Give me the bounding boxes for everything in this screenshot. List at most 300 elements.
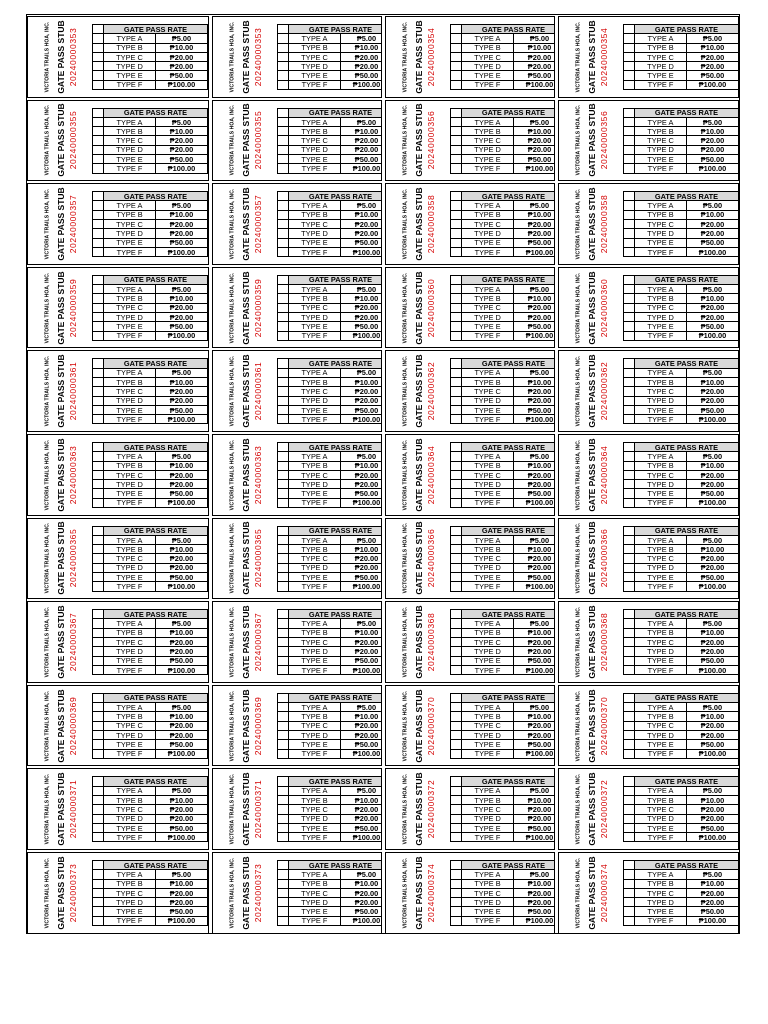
rate-type: TYPE D bbox=[462, 480, 514, 489]
rate-blank-cell bbox=[278, 907, 289, 916]
rate-blank-cell bbox=[624, 703, 635, 712]
rate-blank-cell bbox=[451, 247, 462, 256]
rate-amount: ₱5.00 bbox=[514, 452, 556, 461]
rate-blank-cell bbox=[93, 452, 104, 461]
rate-blank-cell bbox=[93, 117, 104, 126]
rate-type: TYPE D bbox=[462, 62, 514, 71]
rate-type: TYPE B bbox=[635, 795, 687, 804]
rate-amount: ₱50.00 bbox=[156, 907, 208, 916]
rate-amount: ₱50.00 bbox=[687, 405, 739, 414]
rate-type: TYPE D bbox=[462, 396, 514, 405]
rate-row bbox=[278, 749, 383, 758]
rate-blank-cell bbox=[93, 573, 104, 582]
rate-amount: ₱5.00 bbox=[156, 619, 208, 628]
stub-title: GATE PASS STUB bbox=[586, 688, 597, 763]
rate-blank-cell bbox=[624, 907, 635, 916]
stub-title: GATE PASS STUB bbox=[240, 354, 251, 428]
stub-column bbox=[559, 519, 621, 599]
hoa-name: VICTORIA TRAILS HOA, INC. bbox=[229, 21, 236, 93]
rate-row bbox=[93, 136, 208, 145]
rate-row bbox=[278, 322, 383, 331]
stub-title: GATE PASS STUB bbox=[586, 20, 597, 94]
rate-blank-cell bbox=[278, 582, 289, 591]
rate-amount: ₱10.00 bbox=[156, 43, 208, 52]
rate-type: TYPE B bbox=[104, 377, 156, 386]
rate-row bbox=[93, 703, 208, 712]
rate-type: TYPE B bbox=[289, 294, 341, 303]
rate-title: GATE PASS RATE bbox=[289, 777, 383, 786]
rate-row bbox=[93, 405, 208, 414]
stub-column bbox=[386, 769, 448, 849]
rate-title: GATE PASS RATE bbox=[635, 275, 739, 284]
stub-column bbox=[28, 268, 90, 348]
rate-type: TYPE F bbox=[462, 164, 514, 173]
rate-title: GATE PASS RATE bbox=[462, 108, 556, 117]
rate-title: GATE PASS RATE bbox=[104, 693, 208, 702]
rate-blank-cell bbox=[451, 489, 462, 498]
rate-blank-cell bbox=[451, 322, 462, 331]
hoa-name: VICTORIA TRAILS HOA, INC. bbox=[402, 21, 409, 93]
rate-row bbox=[93, 665, 208, 674]
rate-blank-cell bbox=[278, 210, 289, 219]
rate-row bbox=[451, 703, 556, 712]
rate-row bbox=[451, 814, 556, 823]
rate-row bbox=[624, 322, 739, 331]
rate-table bbox=[277, 609, 382, 675]
rate-type: TYPE C bbox=[462, 136, 514, 145]
rate-row bbox=[278, 415, 383, 424]
rate-type: TYPE F bbox=[104, 916, 156, 925]
rate-row bbox=[93, 554, 208, 563]
rate-row bbox=[451, 916, 556, 925]
rate-blank-cell bbox=[451, 786, 462, 795]
rate-table bbox=[623, 860, 739, 926]
rate-row bbox=[451, 647, 556, 656]
rate-row bbox=[451, 461, 556, 470]
gate-pass-ticket bbox=[558, 183, 739, 265]
rate-blank-cell bbox=[278, 823, 289, 832]
rate-amount: ₱50.00 bbox=[514, 238, 556, 247]
rate-amount: ₱10.00 bbox=[341, 127, 383, 136]
rate-row bbox=[278, 916, 383, 925]
stub-title: GATE PASS STUB bbox=[413, 856, 424, 930]
rate-amount: ₱20.00 bbox=[341, 805, 383, 814]
rate-table-header bbox=[278, 610, 383, 619]
rate-type: TYPE C bbox=[462, 638, 514, 647]
rate-amount: ₱20.00 bbox=[156, 145, 208, 154]
rate-type: TYPE B bbox=[289, 628, 341, 637]
rate-row bbox=[278, 71, 383, 80]
rate-table bbox=[623, 442, 739, 508]
rate-type: TYPE D bbox=[104, 480, 156, 489]
hoa-name: VICTORIA TRAILS HOA, INC. bbox=[575, 439, 582, 511]
rate-table-header bbox=[93, 25, 208, 34]
rate-row bbox=[93, 721, 208, 730]
rate-amount: ₱10.00 bbox=[156, 545, 208, 554]
rate-blank-cell bbox=[624, 368, 635, 377]
rate-title: GATE PASS RATE bbox=[104, 610, 208, 619]
rate-blank-cell bbox=[624, 452, 635, 461]
rate-type: TYPE C bbox=[104, 805, 156, 814]
rate-type: TYPE C bbox=[289, 136, 341, 145]
rate-blank-cell bbox=[624, 554, 635, 563]
rate-blank-cell bbox=[451, 554, 462, 563]
rate-blank-cell bbox=[624, 795, 635, 804]
rate-type: TYPE E bbox=[104, 405, 156, 414]
rate-amount: ₱5.00 bbox=[156, 870, 208, 879]
rate-blank-cell bbox=[624, 396, 635, 405]
rate-blank-cell bbox=[451, 461, 462, 470]
rate-table bbox=[277, 693, 382, 759]
rate-type: TYPE E bbox=[635, 656, 687, 665]
hoa-name: VICTORIA TRAILS HOA, INC. bbox=[44, 690, 51, 762]
rate-amount: ₱20.00 bbox=[687, 229, 739, 238]
rate-blank-cell bbox=[624, 71, 635, 80]
rate-row bbox=[451, 247, 556, 256]
rate-table bbox=[450, 860, 555, 926]
rate-row bbox=[93, 294, 208, 303]
serial-number: 20240000365 bbox=[67, 529, 78, 588]
serial-number: 20240000370 bbox=[598, 696, 609, 755]
hoa-name: VICTORIA TRAILS HOA, INC. bbox=[575, 21, 582, 93]
stub-title: GATE PASS STUB bbox=[413, 438, 424, 512]
rate-amount: ₱5.00 bbox=[687, 368, 739, 377]
rate-table bbox=[623, 609, 739, 675]
rate-amount: ₱10.00 bbox=[514, 377, 556, 386]
rate-amount: ₱20.00 bbox=[341, 563, 383, 572]
rate-table-header bbox=[624, 861, 739, 870]
rate-title: GATE PASS RATE bbox=[104, 359, 208, 368]
rate-amount: ₱100.00 bbox=[514, 749, 556, 758]
rate-type: TYPE B bbox=[462, 712, 514, 721]
stub-title: GATE PASS STUB bbox=[240, 438, 251, 512]
rate-row bbox=[278, 247, 383, 256]
rate-row bbox=[624, 155, 739, 164]
gate-pass-ticket bbox=[385, 434, 555, 516]
rate-row bbox=[93, 80, 208, 89]
rate-title: GATE PASS RATE bbox=[462, 275, 556, 284]
serial-number: 20240000367 bbox=[252, 612, 263, 672]
rate-row bbox=[278, 52, 383, 61]
rate-amount: ₱20.00 bbox=[156, 312, 208, 321]
rate-row bbox=[624, 740, 739, 749]
rate-row bbox=[278, 647, 383, 656]
rate-amount: ₱100.00 bbox=[156, 833, 208, 842]
gate-pass-ticket bbox=[27, 434, 209, 516]
rate-blank-cell bbox=[451, 294, 462, 303]
rate-type: TYPE A bbox=[462, 535, 514, 544]
stub-column bbox=[559, 17, 621, 97]
rate-row bbox=[451, 331, 556, 340]
rate-table bbox=[277, 275, 382, 341]
rate-amount: ₱10.00 bbox=[156, 879, 208, 888]
rate-type: TYPE E bbox=[462, 489, 514, 498]
rate-amount: ₱10.00 bbox=[341, 294, 383, 303]
rate-type: TYPE E bbox=[462, 740, 514, 749]
rate-table-header bbox=[624, 777, 739, 786]
rate-type: TYPE C bbox=[635, 470, 687, 479]
rate-blank-cell bbox=[624, 387, 635, 396]
rate-blank-cell bbox=[451, 898, 462, 907]
rate-table bbox=[623, 275, 739, 341]
stub-title: GATE PASS STUB bbox=[586, 605, 597, 679]
rate-blank-cell bbox=[93, 879, 104, 888]
rate-amount: ₱50.00 bbox=[514, 573, 556, 582]
rate-type: TYPE F bbox=[289, 665, 341, 674]
rate-row bbox=[451, 730, 556, 739]
rate-type: TYPE D bbox=[104, 62, 156, 71]
rate-amount: ₱10.00 bbox=[156, 628, 208, 637]
serial-number: 20240000372 bbox=[425, 779, 436, 839]
rate-blank-cell bbox=[624, 619, 635, 628]
rate-title: GATE PASS RATE bbox=[104, 526, 208, 535]
rate-amount: ₱5.00 bbox=[341, 703, 383, 712]
rate-row bbox=[624, 833, 739, 842]
stub-column bbox=[559, 686, 621, 766]
rate-blank-cell bbox=[624, 628, 635, 637]
rate-blank-cell bbox=[451, 498, 462, 507]
rate-amount: ₱20.00 bbox=[514, 52, 556, 61]
rate-amount: ₱10.00 bbox=[687, 795, 739, 804]
rate-table bbox=[450, 693, 555, 759]
rate-type: TYPE C bbox=[104, 554, 156, 563]
rate-blank-cell bbox=[624, 285, 635, 294]
rate-row bbox=[451, 582, 556, 591]
serial-number: 20240000366 bbox=[598, 529, 609, 588]
rate-type: TYPE C bbox=[462, 387, 514, 396]
rate-type: TYPE C bbox=[289, 805, 341, 814]
rate-row bbox=[93, 833, 208, 842]
rate-title: GATE PASS RATE bbox=[289, 192, 383, 201]
rate-row bbox=[451, 71, 556, 80]
rate-type: TYPE E bbox=[289, 823, 341, 832]
rate-row bbox=[278, 201, 383, 210]
rate-type: TYPE D bbox=[104, 312, 156, 321]
stub-column bbox=[559, 268, 621, 348]
rate-type: TYPE A bbox=[104, 34, 156, 43]
rate-type: TYPE A bbox=[289, 786, 341, 795]
rate-title: GATE PASS RATE bbox=[289, 693, 383, 702]
rate-row bbox=[278, 155, 383, 164]
rate-amount: ₱100.00 bbox=[514, 833, 556, 842]
rate-blank-cell bbox=[278, 665, 289, 674]
rate-title: GATE PASS RATE bbox=[635, 526, 739, 535]
rate-amount: ₱100.00 bbox=[341, 582, 383, 591]
rate-blank-cell bbox=[624, 712, 635, 721]
rate-amount: ₱10.00 bbox=[514, 712, 556, 721]
rate-type: TYPE C bbox=[462, 52, 514, 61]
rate-amount: ₱50.00 bbox=[687, 71, 739, 80]
rate-blank-cell bbox=[278, 52, 289, 61]
hoa-name: VICTORIA TRAILS HOA, INC. bbox=[402, 104, 409, 176]
rate-amount: ₱100.00 bbox=[156, 164, 208, 173]
rate-blank-cell bbox=[624, 331, 635, 340]
rate-amount: ₱5.00 bbox=[341, 368, 383, 377]
rate-type: TYPE D bbox=[462, 312, 514, 321]
rate-amount: ₱20.00 bbox=[156, 563, 208, 572]
rate-type: TYPE F bbox=[462, 749, 514, 758]
stub-column bbox=[386, 435, 448, 515]
rate-blank-cell bbox=[451, 71, 462, 80]
rate-type: TYPE C bbox=[104, 721, 156, 730]
rate-amount: ₱5.00 bbox=[687, 452, 739, 461]
rate-row bbox=[93, 470, 208, 479]
rate-type: TYPE F bbox=[462, 80, 514, 89]
gate-pass-ticket bbox=[558, 852, 739, 934]
stub-column bbox=[213, 519, 275, 599]
gate-pass-ticket bbox=[212, 518, 382, 600]
serial-number: 20240000363 bbox=[252, 445, 263, 505]
rate-amount: ₱5.00 bbox=[341, 786, 383, 795]
rate-row bbox=[624, 870, 739, 879]
gate-pass-ticket bbox=[212, 685, 382, 767]
rate-amount: ₱100.00 bbox=[341, 665, 383, 674]
rate-row bbox=[624, 229, 739, 238]
rate-blank-cell bbox=[93, 498, 104, 507]
rate-table bbox=[623, 24, 739, 90]
rate-row bbox=[278, 461, 383, 470]
rate-type: TYPE E bbox=[104, 740, 156, 749]
rate-type: TYPE F bbox=[462, 582, 514, 591]
rate-row bbox=[624, 573, 739, 582]
rate-amount: ₱20.00 bbox=[341, 396, 383, 405]
rate-row bbox=[451, 805, 556, 814]
rate-amount: ₱5.00 bbox=[514, 34, 556, 43]
rate-row bbox=[624, 563, 739, 572]
rate-blank-cell bbox=[451, 703, 462, 712]
rate-blank-cell bbox=[451, 368, 462, 377]
rate-type: TYPE C bbox=[104, 303, 156, 312]
rate-table-header bbox=[93, 443, 208, 452]
rate-blank-cell bbox=[93, 480, 104, 489]
rate-blank-cell bbox=[624, 52, 635, 61]
gate-pass-sheet bbox=[26, 14, 740, 934]
rate-amount: ₱20.00 bbox=[687, 721, 739, 730]
rate-table bbox=[450, 776, 555, 842]
rate-blank-cell bbox=[278, 916, 289, 925]
rate-row bbox=[624, 489, 739, 498]
rate-row bbox=[624, 303, 739, 312]
rate-type: TYPE B bbox=[289, 795, 341, 804]
rate-row bbox=[451, 823, 556, 832]
rate-amount: ₱20.00 bbox=[156, 898, 208, 907]
rate-row bbox=[451, 145, 556, 154]
rate-row bbox=[451, 573, 556, 582]
rate-blank-cell bbox=[624, 470, 635, 479]
rate-amount: ₱50.00 bbox=[341, 907, 383, 916]
rate-row bbox=[93, 396, 208, 405]
rate-blank-cell bbox=[278, 498, 289, 507]
rate-title: GATE PASS RATE bbox=[289, 443, 383, 452]
rate-amount: ₱20.00 bbox=[156, 805, 208, 814]
rate-blank-cell bbox=[93, 396, 104, 405]
stub-column bbox=[559, 602, 621, 682]
rate-amount: ₱20.00 bbox=[514, 805, 556, 814]
hoa-name: VICTORIA TRAILS HOA, INC. bbox=[229, 355, 236, 427]
rate-table bbox=[92, 191, 208, 257]
rate-blank-cell bbox=[93, 665, 104, 674]
stub-title: GATE PASS STUB bbox=[413, 20, 424, 94]
rate-amount: ₱20.00 bbox=[514, 470, 556, 479]
rate-type: TYPE D bbox=[635, 312, 687, 321]
rate-blank-cell bbox=[451, 888, 462, 897]
rate-amount: ₱5.00 bbox=[687, 786, 739, 795]
rate-blank-cell bbox=[93, 229, 104, 238]
stub-column bbox=[386, 268, 448, 348]
rate-amount: ₱10.00 bbox=[687, 294, 739, 303]
rate-title: GATE PASS RATE bbox=[462, 861, 556, 870]
rate-blank-cell bbox=[93, 52, 104, 61]
rate-row bbox=[451, 870, 556, 879]
rate-type: TYPE D bbox=[635, 814, 687, 823]
serial-number: 20240000358 bbox=[425, 194, 436, 254]
rate-amount: ₱20.00 bbox=[514, 229, 556, 238]
rate-table-header bbox=[624, 192, 739, 201]
rate-row bbox=[624, 396, 739, 405]
rate-title: GATE PASS RATE bbox=[635, 25, 739, 34]
rate-blank-cell bbox=[451, 749, 462, 758]
rate-blank-cell bbox=[278, 703, 289, 712]
rate-type: TYPE B bbox=[289, 43, 341, 52]
rate-row bbox=[624, 470, 739, 479]
rate-type: TYPE D bbox=[289, 312, 341, 321]
rate-blank-cell bbox=[451, 879, 462, 888]
rate-blank-cell bbox=[451, 730, 462, 739]
rate-blank-cell bbox=[93, 43, 104, 52]
rate-amount: ₱100.00 bbox=[156, 80, 208, 89]
rate-amount: ₱20.00 bbox=[687, 814, 739, 823]
hoa-name: VICTORIA TRAILS HOA, INC. bbox=[229, 104, 236, 176]
rate-row bbox=[624, 749, 739, 758]
rate-blank-cell bbox=[451, 545, 462, 554]
rate-row bbox=[624, 164, 739, 173]
rate-amount: ₱5.00 bbox=[156, 786, 208, 795]
rate-type: TYPE C bbox=[635, 721, 687, 730]
rate-table-header bbox=[278, 192, 383, 201]
rate-title: GATE PASS RATE bbox=[635, 610, 739, 619]
rate-type: TYPE D bbox=[289, 730, 341, 739]
rate-amount: ₱5.00 bbox=[514, 703, 556, 712]
rate-type: TYPE A bbox=[289, 703, 341, 712]
rate-blank-cell bbox=[93, 823, 104, 832]
rate-type: TYPE A bbox=[289, 34, 341, 43]
rate-amount: ₱10.00 bbox=[156, 795, 208, 804]
rate-blank-cell bbox=[624, 303, 635, 312]
rate-row bbox=[451, 898, 556, 907]
rate-blank-cell bbox=[278, 164, 289, 173]
rate-row bbox=[624, 554, 739, 563]
rate-blank-cell bbox=[93, 368, 104, 377]
rate-row bbox=[93, 879, 208, 888]
stub-title: GATE PASS STUB bbox=[240, 270, 251, 345]
rate-type: TYPE A bbox=[462, 619, 514, 628]
rate-row bbox=[93, 145, 208, 154]
rate-blank-cell bbox=[93, 786, 104, 795]
rate-type: TYPE C bbox=[104, 470, 156, 479]
rate-type: TYPE C bbox=[104, 638, 156, 647]
rate-type: TYPE A bbox=[462, 452, 514, 461]
rate-blank-cell bbox=[451, 916, 462, 925]
rate-row bbox=[624, 331, 739, 340]
rate-row bbox=[93, 535, 208, 544]
rate-row bbox=[278, 62, 383, 71]
serial-number: 20240000361 bbox=[67, 361, 78, 421]
rate-blank-cell bbox=[278, 62, 289, 71]
rate-type: TYPE A bbox=[462, 368, 514, 377]
rate-row bbox=[93, 730, 208, 739]
rate-blank-cell bbox=[451, 238, 462, 247]
rate-blank-cell bbox=[624, 721, 635, 730]
